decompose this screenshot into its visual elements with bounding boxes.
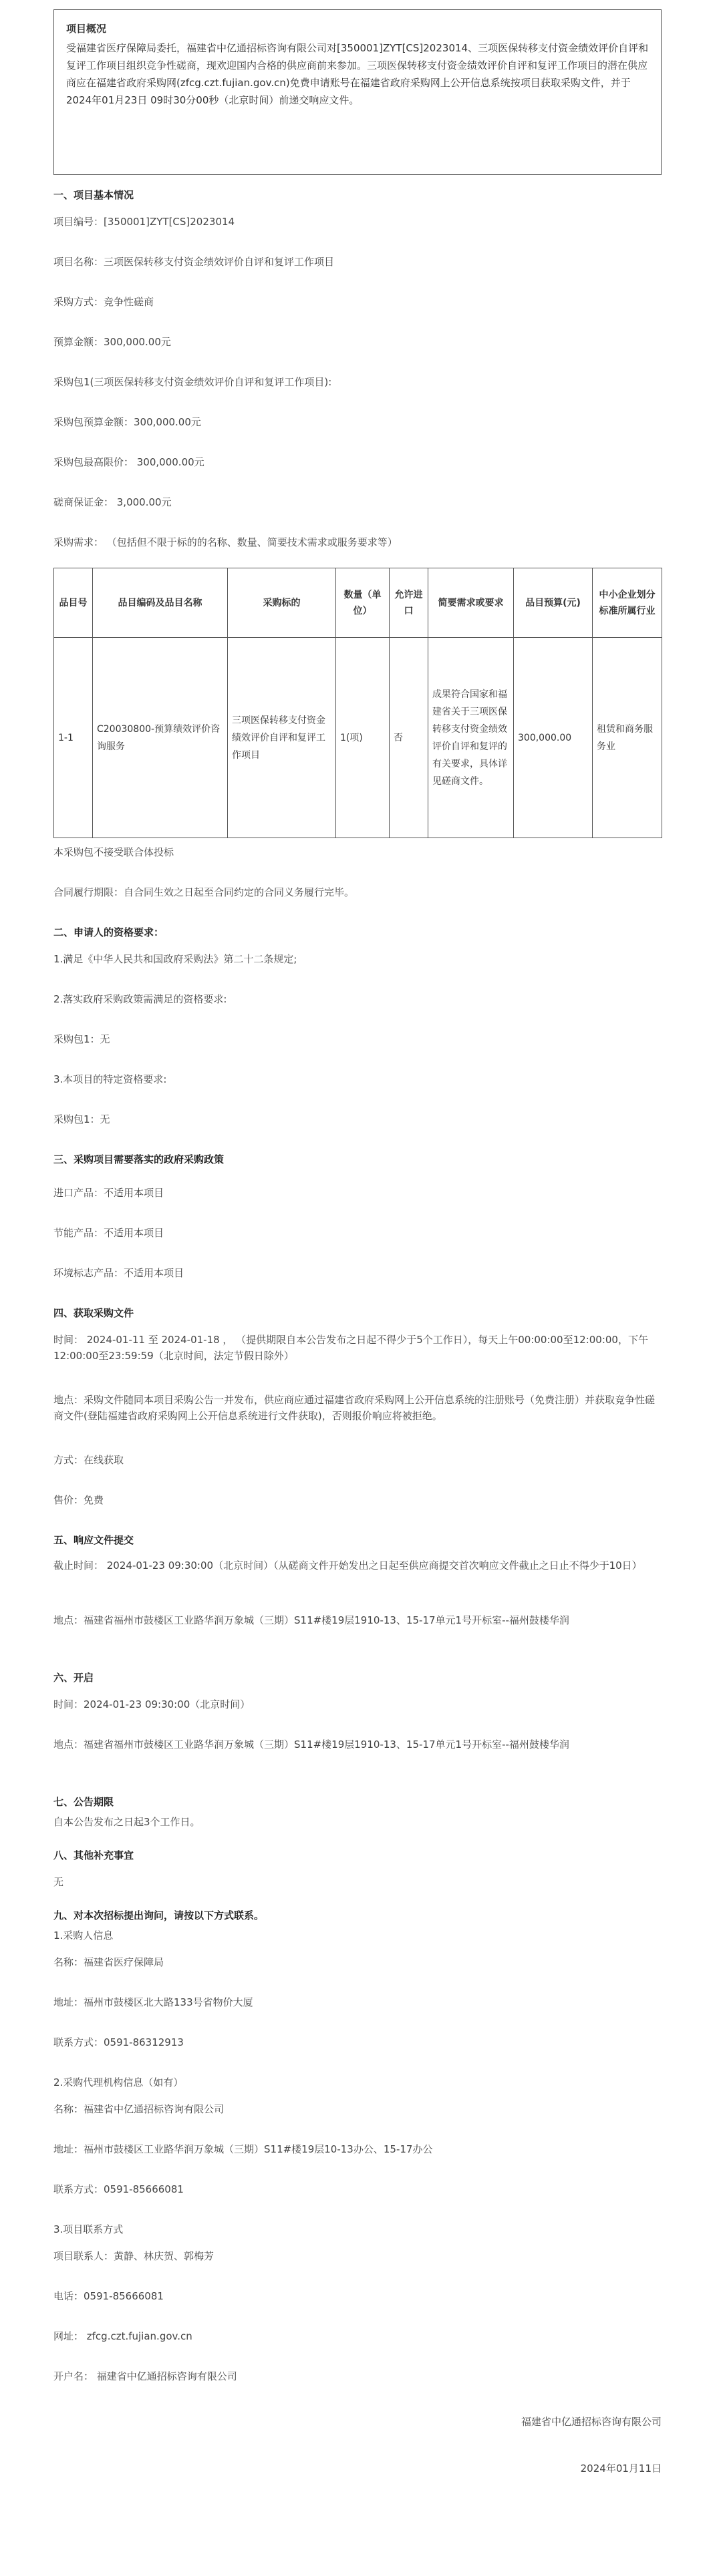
- submit-place: 地点：福建省福州市鼓楼区工业路华润万象城（三期）S11#楼19层1910-13、15-17单元1号开标室--福州鼓楼华润: [53, 1614, 569, 1626]
- qual-line-4: 3.本项目的特定资格要求:: [53, 1073, 167, 1085]
- qual-line-3: 采购包1：无: [53, 1033, 110, 1045]
- section-5-title: 五、响应文件提交: [53, 1534, 134, 1546]
- qual-line-2: 2.落实政府采购政策需满足的资格要求:: [53, 993, 227, 1005]
- contract-term: 合同履行期限：自合同生效之日起至合同约定的合同义务履行完毕。: [53, 886, 355, 898]
- policy-environment: 环境标志产品：不适用本项目: [53, 1267, 184, 1279]
- cell-requirement: 成果符合国家和福建省关于三项医保转移支付资金绩效评价自评和复评的有关要求，具体详见磋商文件。: [428, 638, 514, 838]
- cell-budget: 300,000.00: [514, 638, 593, 838]
- overview-text: 受福建省医疗保障局委托，福建省中亿通招标咨询有限公司对[350001]ZYT[CS]2023014、三项医保转移支付资金绩效评价自评和复评工作项目组织竞争性磋商，现欢迎国内合格的供应商前来参加。三项医保转移支付资金绩效评价自评和复评工作项目的潜在供应商应在福建省政府采购网(zfcg.czt.fujian.gov.cn)免费申请账号在福建省政府采购网上公开信息系统按项目获取采购文件，并于2024年01月23日 09时30分00秒（北京时间）前递交响应文件。: [66, 42, 649, 106]
- obtain-price: 售价：免费: [53, 1494, 104, 1506]
- header-quantity: 数量（单位）: [336, 568, 390, 638]
- section-2-title: 二、申请人的资格要求：: [53, 926, 164, 938]
- section-8-title: 八、其他补充事宜: [53, 1849, 134, 1861]
- purchaser-title: 1.采购人信息: [53, 1929, 114, 1942]
- bank-account-name: 开户名： 福建省中亿通招标咨询有限公司: [53, 2370, 237, 2382]
- other-matters: 无: [53, 1876, 64, 1888]
- section-9-title: 九、对本次招标提出询问，请按以下方式联系。: [53, 1909, 265, 1921]
- notice-period: 自本公告发布之日起3个工作日。: [53, 1816, 200, 1828]
- section-1-title: 一、项目基本情况: [53, 189, 134, 201]
- joint-bid-note: 本采购包不接受联合体投标: [53, 846, 174, 858]
- project-contact-phone: 电话：0591-85666081: [53, 2290, 164, 2302]
- footer-company: 福建省中亿通招标咨询有限公司: [521, 2416, 662, 2428]
- cell-item-no: 1-1: [54, 638, 93, 838]
- package-budget: 采购包预算金额：300,000.00元: [53, 416, 201, 428]
- opening-place: 地点：福建省福州市鼓楼区工业路华润万象城（三期）S11#楼19层1910-13、15-17单元1号开标室--福州鼓楼华润: [53, 1738, 569, 1751]
- agency-title: 2.采购代理机构信息（如有）: [53, 2076, 184, 2088]
- deposit: 磋商保证金： 3,000.00元: [53, 496, 172, 508]
- section-4-title: 四、获取采购文件: [53, 1307, 134, 1319]
- submit-deadline: 截止时间： 2024-01-23 09:30:00（北京时间）（从磋商文件开始发出之日起至供应商提交首次响应文件截止之日止不得少于10日）: [53, 1559, 642, 1572]
- qual-line-1: 1.满足《中华人民共和国政府采购法》第二十二条规定;: [53, 953, 297, 965]
- header-requirement: 简要需求或要求: [428, 568, 514, 638]
- obtain-time: 时间： 2024-01-11 至 2024-01-18 ， （提供期限自本公告发布之日起不得少于5个工作日），每天上午00:00:00至12:00:00，下午12:00:00至23:59:59（北京时间，法定节假日除外）: [53, 1334, 648, 1362]
- overview-box: [53, 9, 662, 175]
- purchaser-name: 名称：福建省医疗保障局: [53, 1956, 164, 1968]
- cell-import: 否: [390, 638, 428, 838]
- procurement-method: 采购方式：竞争性磋商: [53, 296, 154, 308]
- requirement-note: 采购需求： （包括但不限于标的的名称、数量、简要技术需求或服务要求等）: [53, 536, 398, 548]
- agency-phone: 联系方式：0591-85666081: [53, 2183, 184, 2195]
- policy-import: 进口产品：不适用本项目: [53, 1187, 164, 1199]
- budget-amount: 预算金额：300,000.00元: [53, 336, 171, 348]
- project-website: 网址： zfcg.czt.fujian.gov.cn: [53, 2330, 192, 2342]
- obtain-place: 地点：采购文件随同本项目采购公告一并发布，供应商应通过福建省政府采购网上公开信息系统的注册账号（免费注册）并获取竞争性磋商文件(登陆福建省政府采购网上公开信息系统进行文件获取)，否则报价响应将被拒绝。: [53, 1394, 656, 1422]
- cell-subject: 三项医保转移支付资金绩效评价自评和复评工作项目: [228, 638, 336, 838]
- table-header-row: [54, 568, 662, 638]
- section-3-title: 三、采购项目需要落实的政府采购政策: [53, 1153, 225, 1165]
- footer-date: 2024年01月11日: [580, 2462, 662, 2474]
- cell-item-code: C20030800-预算绩效评价咨询服务: [93, 638, 228, 838]
- header-subject: 采购标的: [228, 568, 336, 638]
- project-contact-title: 3.项目联系方式: [53, 2223, 124, 2235]
- requirement-table: [53, 568, 662, 838]
- qual-line-5: 采购包1：无: [53, 1113, 110, 1125]
- table-row: [54, 638, 662, 838]
- purchaser-address: 地址：福州市鼓楼区北大路133号省物价大厦: [53, 1996, 253, 2008]
- agency-address: 地址：福州市鼓楼区工业路华润万象城（三期）S11#楼19层10-13办公、15-17办公: [53, 2143, 433, 2155]
- agency-name: 名称：福建省中亿通招标咨询有限公司: [53, 2103, 225, 2115]
- policy-energy: 节能产品：不适用本项目: [53, 1227, 164, 1239]
- project-name: 项目名称：三项医保转移支付资金绩效评价自评和复评工作项目: [53, 256, 335, 268]
- section-6-title: 六、开启: [53, 1672, 94, 1684]
- header-import: 允许进口: [390, 568, 428, 638]
- project-number: 项目编号：[350001]ZYT[CS]2023014: [53, 216, 235, 228]
- package-title: 采购包1(三项医保转移支付资金绩效评价自评和复评工作项目):: [53, 376, 332, 388]
- obtain-way: 方式：在线获取: [53, 1454, 124, 1466]
- header-item-code: 品目编码及品目名称: [93, 568, 228, 638]
- header-industry: 中小企业划分标准所属行业: [593, 568, 662, 638]
- project-contact-person: 项目联系人：黄静、林庆贺、郭梅芳: [53, 2250, 215, 2262]
- package-max-price: 采购包最高限价： 300,000.00元: [53, 456, 204, 468]
- opening-time: 时间：2024-01-23 09:30:00（北京时间）: [53, 1698, 251, 1710]
- cell-quantity: 1(项): [336, 638, 390, 838]
- header-budget: 品目预算(元): [514, 568, 593, 638]
- section-7-title: 七、公告期限: [53, 1796, 114, 1808]
- header-item-no: 品目号: [54, 568, 93, 638]
- overview-title: 项目概况: [66, 23, 107, 35]
- purchaser-phone: 联系方式：0591-86312913: [53, 2036, 184, 2048]
- cell-industry: 租赁和商务服务业: [593, 638, 662, 838]
